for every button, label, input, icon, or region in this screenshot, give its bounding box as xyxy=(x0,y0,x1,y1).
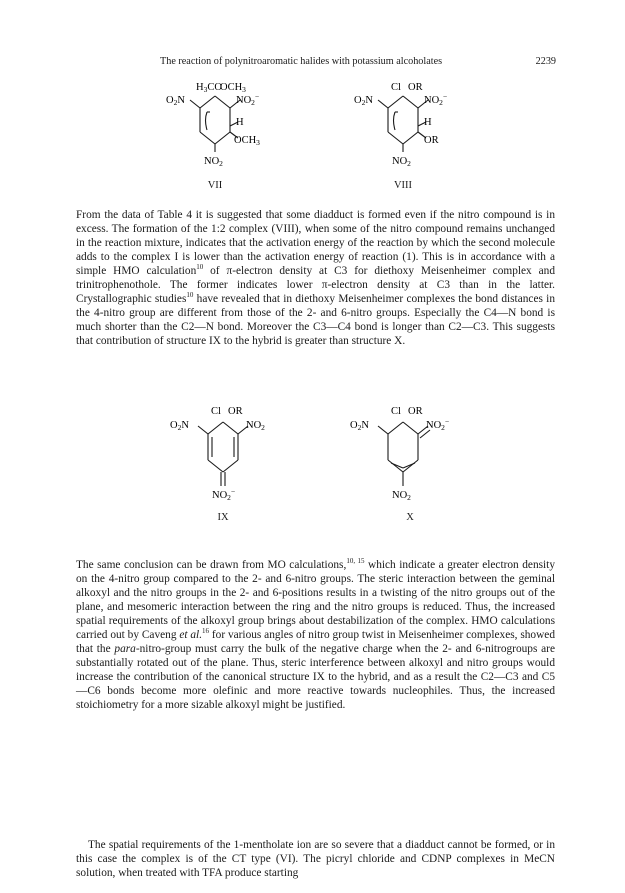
structure-vii-label: VII xyxy=(207,180,223,191)
structure-x-label: X xyxy=(406,512,414,523)
svg-text:NO2−: NO2− xyxy=(212,487,236,502)
paragraph-1-text: From the data of Table 4 it is suggested that some diadduct is formed even if the nitro compound is in excess. The formation of the 1:2 complex (VIII), when some of the nitro compound remains unchanged in the reaction mixture, indicates that the activation energy of the reaction by which the second molecule adds to the complex I is lower than the activation energy of reaction (1). This is in accordance with a simple HMO calculation$^{10}$ of π-electron density at C3 for diethoxy Meisenheimer complex and trinitrophenothole. The former indicates lower π-electron density at C3 than in the latter. Crystallographic studies$^{10}$ have revealed that in diethoxy Meisenheimer complexes the bond distances in the 4-nitro group are different from those of the 2- and 6-nitro groups. Especially the C4—N bond is much shorter than the C2—N bond. Moreover the C3—C4 bond is longer than C2—C3. This suggests that contribution of structure IX to the hybrid is greater than structure X. xyxy=(76,209,555,348)
structure-x xyxy=(348,400,478,510)
paragraph-2-text: The same conclusion can be drawn from MO calculations,$^{10, 15}$ which indicate a greater electron density on the 4-nitro group compared to the 2- and 6-nitro groups. The steric interaction between the geminal alkoxyl and the nitro groups in the 2- and 6-positions results in a twisting of the nitro groups out of the plane, and mesomeric interaction between the ring and the nitro groups is reduced. Thus, the increased spatial requirements of the alkoxyl group brings about destabilization of the complex. HMO calculations carried out by Caveng et al.$^{16}$ for various angles of nitro group twist in Meisenheimer complexes, showed that the para-nitro-group must carry the bulk of the negative charge when the 2- and 6-nitrogroups are substantially rotated out of the plane. Thus, steric interference between alkoxyl and nitro groups would increase the contribution of the canonical structure IX to the hybrid, and as a result the C2—C3 and C5—C6 bonds become more olefinic and more reactive towards nucleophiles. Thus, the increased stoichiometry for a more sizable alkoxyl might be justified. xyxy=(76,557,556,712)
running-header xyxy=(160,56,556,67)
svg-text:O2N: O2N xyxy=(354,95,373,107)
svg-text:OR: OR xyxy=(408,406,423,417)
structure-viii xyxy=(348,80,488,170)
svg-text:NO2: NO2 xyxy=(246,420,265,432)
svg-text:O2N: O2N xyxy=(166,95,185,107)
svg-text:Cl: Cl xyxy=(391,406,401,417)
structure-ix-label: IX xyxy=(217,512,229,523)
svg-text:O2N: O2N xyxy=(170,420,189,432)
structure-viii-label: VIII xyxy=(393,180,413,191)
paragraph-3-text: The spatial requirements of the 1-mentholate ion are so severe that a diadduct cannot be formed, or in this case the complex is of the CT type (VI). The picryl chloride and CDNP complexes in MeCN solution, when treated with TFA produce starting xyxy=(76,839,555,880)
svg-text:Cl: Cl xyxy=(211,406,221,417)
svg-text:OR: OR xyxy=(424,135,439,146)
svg-text:H: H xyxy=(424,117,432,128)
svg-text:H: H xyxy=(236,117,244,128)
structure-ix xyxy=(168,400,298,510)
svg-text:H3CO: H3CO xyxy=(196,82,222,94)
running-title: The reaction of polynitroaromatic halides with potassium alcoholates xyxy=(160,56,443,67)
svg-text:NO2: NO2 xyxy=(392,156,411,168)
svg-text:NO2: NO2 xyxy=(392,490,411,502)
structure-vii xyxy=(160,80,300,170)
paragraph-2 xyxy=(76,558,555,713)
structure-viii-drawing xyxy=(348,80,488,170)
paragraph-3 xyxy=(76,838,555,880)
structure-vii-drawing xyxy=(160,80,300,170)
svg-text:NO2−: NO2− xyxy=(426,417,450,432)
page-number: 2239 xyxy=(535,56,556,67)
svg-text:OR: OR xyxy=(228,406,243,417)
svg-text:OR: OR xyxy=(408,82,423,93)
svg-text:OCH3: OCH3 xyxy=(220,82,246,94)
svg-text:NO2: NO2 xyxy=(204,156,223,168)
svg-text:NO2−: NO2− xyxy=(424,92,448,107)
paragraph-1 xyxy=(76,208,555,348)
svg-text:OCH3: OCH3 xyxy=(234,135,260,147)
svg-text:Cl: Cl xyxy=(391,82,401,93)
svg-text:O2N: O2N xyxy=(350,420,369,432)
svg-text:NO2−: NO2− xyxy=(236,92,260,107)
structure-ix-drawing xyxy=(168,400,298,510)
structure-x-drawing xyxy=(348,400,478,510)
